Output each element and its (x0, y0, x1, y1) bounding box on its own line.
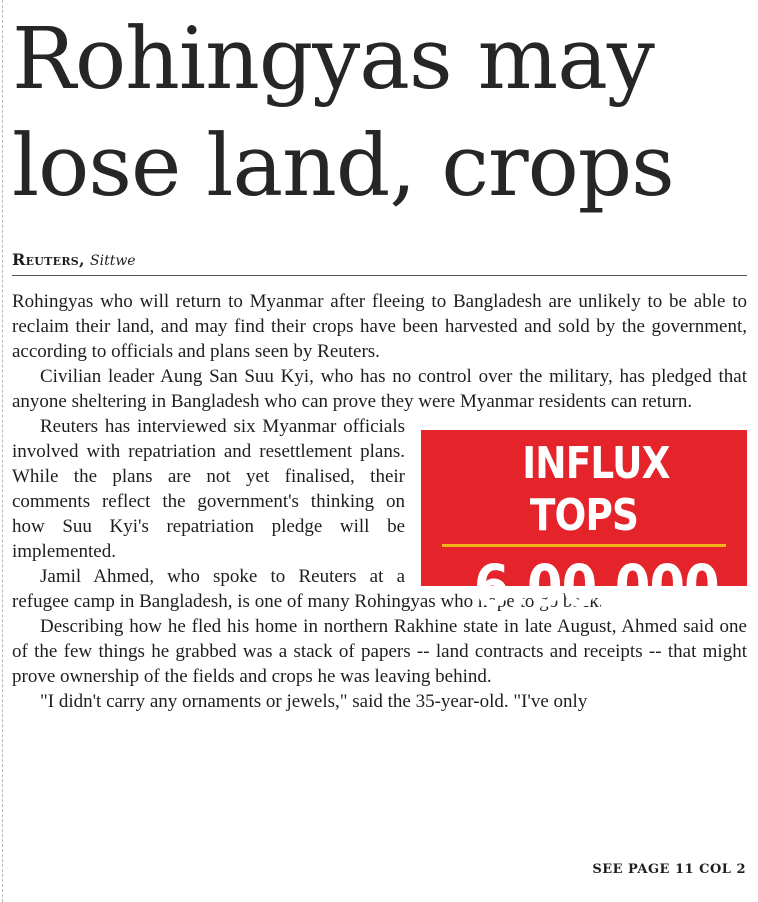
paragraph: Civilian leader Aung San Suu Kyi, who has no control over the military, has pledged that anyone sheltering in Bangladesh who can prove they were Myanmar residents can return. (12, 366, 747, 412)
paragraph: INFLUX TOPS 6,00,000 Reuters has interviewed six Myanmar officials involved with repatriation and resettlement plans. While the plans are not yet finalised, their comments reflect the government's thinking on how Suu Kyi's repatriation pledge will be implemented. (12, 414, 747, 564)
paragraph: Jamil Ahmed, who spoke to Reuters at a refugee camp in Bangladesh, is one of many Rohingyas who hope to go back. (12, 566, 604, 612)
paragraph: Describing how he fled his home in northern Rakhine state in late August, Ahmed said one of the few things he grabbed was a stack of papers -- land contracts and receipts -- that might prove ownership of the fields and crops he was leaving behind. (12, 616, 747, 687)
byline (12, 250, 136, 271)
infobox-heading: INFLUX TOPS (522, 438, 670, 541)
headline: Rohingyas may lose land, crops (12, 10, 674, 216)
infobox-divider (442, 544, 726, 547)
byline-rule (12, 275, 747, 276)
page-edge-border (2, 0, 3, 902)
influx-infobox (421, 430, 747, 620)
byline-agency: Reuters, (12, 250, 85, 269)
paragraph: "I didn't carry any ornaments or jewels," said the 35-year-old. "I've only (40, 691, 588, 712)
infobox-figure: 6,00,000 (473, 552, 719, 620)
article-body (12, 289, 747, 714)
paragraph: Rohingyas who will return to Myanmar after fleeing to Bangladesh are unlikely to be able to reclaim their land, and may find their crops have been harvested and sold by the government, according to officials and plans seen by Reuters. (12, 291, 747, 362)
continued-jump-line: SEE PAGE 11 COL 2 (592, 862, 746, 877)
byline-place: Sittwe (90, 253, 136, 269)
